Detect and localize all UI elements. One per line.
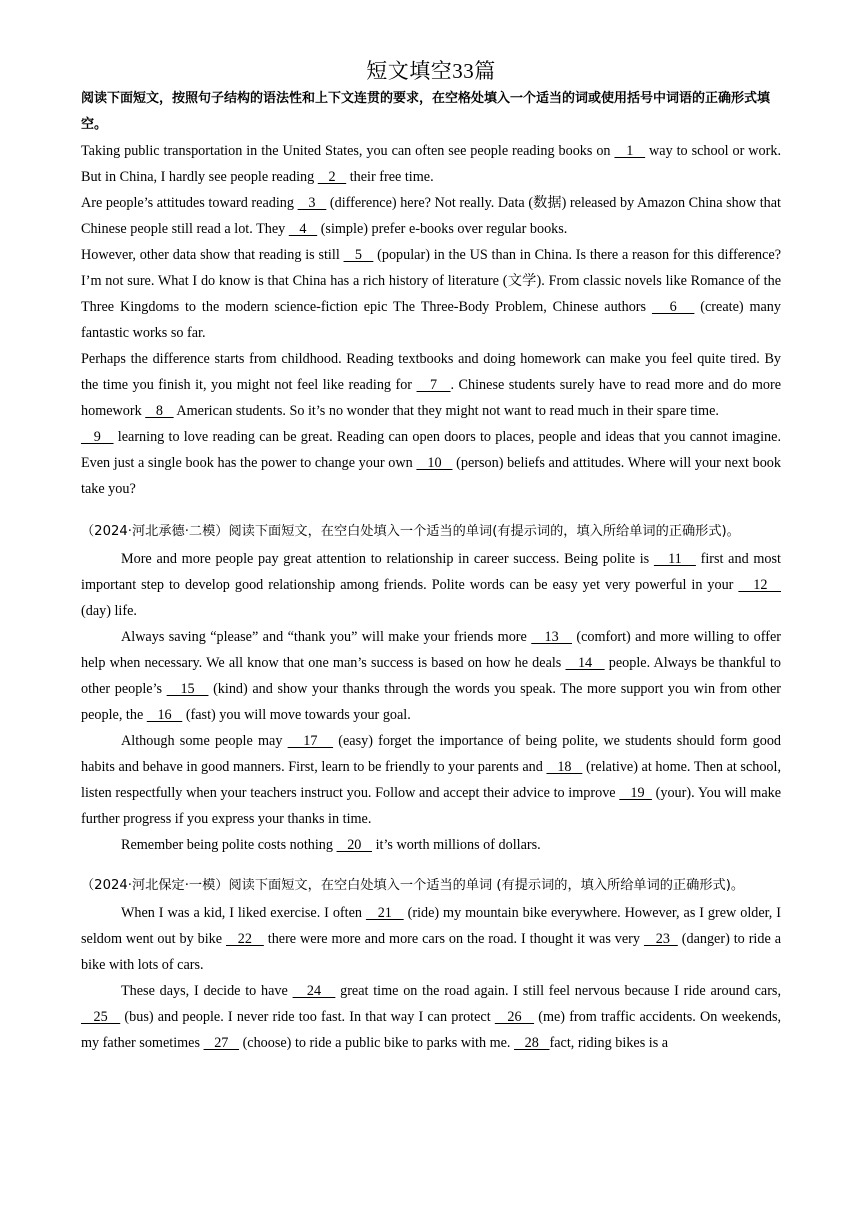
text-run: way to school or work. But in China, I hardly see people reading: [81, 143, 781, 185]
text-run: Perhaps the difference starts from childhood. Reading textbooks and doing homework can make you feel quite tired. By the time you finish it, you might not feel like reading for: [81, 351, 781, 393]
text-run: (difference) here? Not really. Data (数据) released by Amazon China show that Chinese people still read a lot. They: [81, 195, 781, 237]
text-run: . Chinese students surely have to read more and do more homework: [81, 377, 782, 419]
passage-1: [81, 138, 781, 502]
instruction-text: 阅读下面短文，按照句子结构的语法性和上下文连贯的要求，在空格处填入一个适当的词或使用括号中词语的正确形式填空。: [81, 91, 771, 132]
paragraph: [81, 424, 781, 502]
text-run: (choose) to ride a public bike to parks with me.: [239, 1035, 515, 1051]
paragraph: [81, 978, 781, 1056]
blank-number: 20: [336, 837, 373, 853]
paragraph: [81, 728, 781, 832]
source-note: （2024·河北保定·一模）阅读下面短文，在空白处填入一个适当的单词 (有提示词的，填入所给单词的正确形式)。: [81, 878, 745, 893]
text-run: (me) from traffic accidents. On weekends, my father sometimes: [81, 1009, 782, 1051]
text-run: American students. So it’s no wonder that they might not want to read much in their spare time.: [173, 403, 719, 419]
passage-2: [81, 518, 781, 858]
text-run: (your). You will make further progress if you express your thanks in time.: [81, 785, 782, 827]
text-run: first and most important step to develop good relationship among friends. Polite words can be easy yet very powerful in your: [81, 551, 781, 593]
passage-3: [81, 872, 781, 1056]
blank-number: 22: [226, 931, 264, 947]
paragraph: [81, 242, 781, 346]
blank-number: 18: [546, 759, 583, 775]
blank-number: 27: [203, 1035, 240, 1051]
text-run: it’s worth millions of dollars.: [372, 837, 541, 853]
paragraph: [81, 832, 781, 858]
text-run: (ride) my mountain bike everywhere. However, as I grew older, I seldom went out by bike: [81, 905, 782, 947]
blank-number: 14: [565, 655, 605, 671]
paragraph: [81, 546, 781, 624]
text-run: (create) many fantastic works so far.: [81, 299, 781, 341]
text-run: Taking public transportation in the United States, you can often see people reading books on: [81, 143, 615, 159]
text-run: Remember being polite costs nothing: [121, 837, 337, 853]
blank-number: 15: [166, 681, 209, 697]
text-run: (relative) at home. Then at school, listen respectfully when your teachers instruct you. Follow and accept their advice to improve: [81, 759, 782, 801]
blank-number: 11: [653, 551, 696, 567]
blank-number: 1: [614, 143, 646, 159]
text-run: fact, riding bikes is a: [549, 1035, 669, 1051]
text-run: great time on the road again. I still feel nervous because I ride around cars,: [335, 983, 781, 999]
text-run: However, other data show that reading is still: [81, 247, 344, 263]
blank-number: 13: [531, 629, 572, 645]
paragraph: [81, 190, 781, 242]
text-run: their free time.: [346, 169, 434, 185]
paragraph: [81, 900, 781, 978]
blank-number: 28: [514, 1035, 550, 1051]
blank-number: 12: [738, 577, 782, 593]
text-run: (popular) in the US than in China. Is there a reason for this difference? I’m not sure. What I do know is that China has a rich history of literature (文学). From classic novels like Romance of the Three Kingdoms to the modern science-fiction epic The Three-Body Problem, Chinese authors: [81, 247, 781, 315]
text-run: More and more people pay great attention to relationship in career success. Being polite is: [121, 551, 654, 567]
blank-number: 19: [619, 785, 652, 801]
text-run: (person) beliefs and attitudes. Where will your next book take you?: [81, 455, 781, 497]
paragraph: [81, 346, 781, 424]
text-run: (kind) and show your thanks through the words you speak. The more support you win from other people, the: [81, 681, 781, 723]
text-run: (day) life.: [81, 603, 137, 619]
blank-number: 16: [146, 707, 183, 723]
page-title: 短文填空33篇: [366, 59, 496, 83]
text-run: people. Always be thankful to other people’s: [81, 655, 782, 697]
paragraph: [81, 624, 781, 728]
blank-number: 25: [81, 1009, 121, 1025]
blank-number: 21: [365, 905, 404, 921]
blank-number: 2: [317, 169, 347, 185]
text-run: Always saving “please” and “thank you” will make your friends more: [121, 629, 532, 645]
text-run: (simple) prefer e-books over regular books.: [317, 221, 568, 237]
paragraph: [81, 138, 781, 190]
blank-number: 26: [494, 1009, 535, 1025]
blank-number: 3: [297, 195, 327, 211]
blank-number: 17: [287, 733, 334, 749]
blank-number: 8: [145, 403, 174, 419]
blank-number: 5: [343, 247, 374, 263]
text-run: there were more and more cars on the road. I thought it was very: [263, 931, 644, 947]
text-run: Although some people may: [121, 733, 288, 749]
text-run: (easy) forget the importance of being polite, we students should form good habits and behave in good manners. First, learn to be friendly to your parents and: [81, 733, 782, 775]
text-run: Are people’s attitudes toward reading: [81, 195, 298, 211]
source-note: （2024·河北承德·二模）阅读下面短文，在空白处填入一个适当的单词(有提示词的，填入所给单词的正确形式)。: [81, 524, 740, 539]
blank-number: 9: [81, 429, 114, 445]
blank-number: 10: [416, 455, 453, 471]
text-run: (comfort) and more willing to offer help when necessary. We all know that one man’s success is based on how he deals: [81, 629, 781, 671]
blank-number: 4: [288, 221, 318, 237]
blank-number: 7: [416, 377, 451, 393]
text-run: (bus) and people. I never ride too fast. In that way I can protect: [120, 1009, 495, 1025]
blank-number: 6: [651, 299, 695, 315]
text-run: When I was a kid, I liked exercise. I often: [121, 905, 366, 921]
text-run: (fast) you will move towards your goal.: [182, 707, 411, 723]
text-run: (danger) to ride a bike with lots of cars.: [81, 931, 781, 973]
blank-number: 23: [643, 931, 678, 947]
document-page: [81, 56, 781, 1056]
text-run: learning to love reading can be great. Reading can open doors to places, people and ideas that you cannot imagine. Even just a single book has the power to change your own: [81, 429, 781, 471]
blank-number: 24: [292, 983, 336, 999]
text-run: These days, I decide to have: [121, 983, 293, 999]
